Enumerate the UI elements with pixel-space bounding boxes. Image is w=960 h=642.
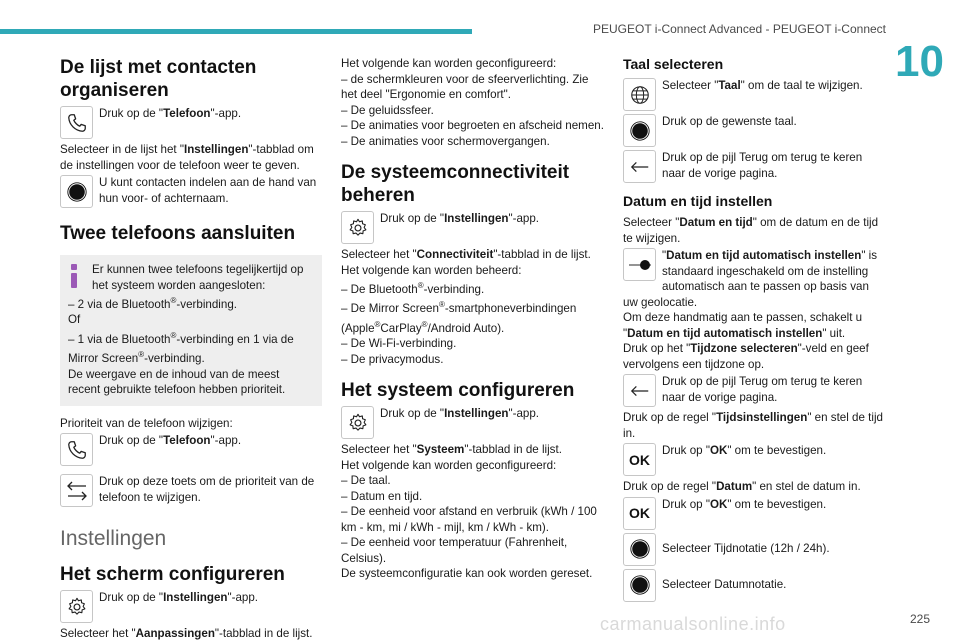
section-title-instellingen: Instellingen <box>60 527 167 551</box>
paragraph: Selecteer het "Aanpassingen"-tabblad in de lijst. <box>60 627 313 641</box>
globe-icon <box>623 78 656 111</box>
list-item: – De eenheid voor afstand en verbruik (kWh / 100 km - km, mi / kWh - mijl, km / kWh - km). <box>341 505 597 534</box>
ok-button-icon: OK <box>623 497 656 530</box>
running-header: PEUGEOT i-Connect Advanced - PEUGEOT i-Connect <box>592 22 886 36</box>
info-box: Er kunnen twee telefoons tegelijkertijd op het systeem worden aangesloten: – 2 via de Bluetooth®-verbinding. Of – 1 via de Bluetooth®-verbinding en 1 via de Mirror Screen®-verbinding. De weergave en de inhoud van de meest recent gebruikte telefoon hebben prioriteit. <box>60 255 322 406</box>
paragraph: Het volgende kan worden geconfigureerd: <box>341 57 557 70</box>
gear-icon <box>341 211 374 244</box>
gear-icon <box>60 590 93 623</box>
paragraph: Het volgende kan worden beheerd: <box>341 263 522 277</box>
step-choose-language: Druk op de gewenste taal. <box>623 114 885 147</box>
list-item: – De animaties voor schermovergangen. <box>341 134 550 148</box>
chapter-number: 10 <box>895 37 944 86</box>
heading-date-time: Datum en tijd instellen <box>623 193 773 209</box>
swap-arrows-icon <box>60 474 93 507</box>
heading-system: Het systeem configureren <box>341 380 575 402</box>
column-right <box>623 56 885 605</box>
list-item: – De Wi-Fi-verbinding. <box>341 337 457 351</box>
toggle-switch-icon <box>623 248 656 281</box>
paragraph: Druk op de regel "Tijdsinstellingen" en stel de tijd in. <box>623 411 883 440</box>
step-time-format: Selecteer Tijdnotatie (12h / 24h). <box>623 533 885 566</box>
list-item: – De privacymodus. <box>341 352 444 366</box>
list-item: – De taal. <box>341 474 391 488</box>
back-arrow-icon <box>623 374 656 407</box>
phone-icon <box>60 106 93 139</box>
info-icon <box>68 262 80 288</box>
heading-language: Taal selecteren <box>623 56 724 72</box>
heading-connectivity: De systeemconnectiviteit beheren <box>341 162 570 206</box>
list-item: – De Bluetooth®-verbinding. <box>341 281 485 296</box>
back-arrow-icon <box>623 150 656 183</box>
paragraph: Selecteer het "Connectiviteit"-tabblad in de lijst. <box>341 248 591 261</box>
heading-two-phones: Twee telefoons aansluiten <box>60 223 296 244</box>
step-phone-app: Druk op de "Telefoon"-app. <box>60 106 322 139</box>
paragraph: Selecteer het "Systeem"-tabblad in de lijst. <box>341 443 562 457</box>
list-item: – De animaties voor begroeten en afscheid nemen. <box>341 119 604 132</box>
radio-button-icon <box>623 533 656 566</box>
step-phone-app-2: Druk op de "Telefoon"-app. <box>60 433 322 466</box>
list-item: – de schermkleuren voor de sfeerverlichting. Zie het deel "Ergonomie en comfort". <box>341 72 589 101</box>
radio-button-icon <box>623 569 656 602</box>
paragraph: Prioriteit van de telefoon wijzigen: <box>60 416 233 430</box>
paragraph: Druk op het "Tijdzone selecteren"-veld en geef vervolgens een tijdzone op. <box>623 342 869 371</box>
ok-button-icon: OK <box>623 443 656 476</box>
step-sort-contacts: U kunt contacten indelen aan de hand van hun voor- of achternaam. <box>60 175 322 208</box>
radio-button-icon <box>623 114 656 147</box>
step-back: Druk op de pijl Terug om terug te keren naar de vorige pagina. <box>623 150 885 183</box>
step-settings-app: Druk op de "Instellingen"-app. <box>341 211 605 244</box>
step-auto-toggle: "Datum en tijd automatisch instellen" is standaard ingeschakeld om de instelling automatisch aan te passen op basis van uw geolocatie. <box>623 249 878 309</box>
step-ok-time: OK Druk op "OK" om te bevestigen. <box>623 443 885 476</box>
step-ok-date: OK Druk op "OK" om te bevestigen. <box>623 497 885 530</box>
header-accent-bar <box>0 29 472 34</box>
step-select-language: Selecteer "Taal" om de taal te wijzigen. <box>623 78 885 111</box>
paragraph: Selecteer "Datum en tijd" om de datum en de tijd te wijzigen. <box>623 216 879 245</box>
phone-icon <box>60 433 93 466</box>
heading-contacts: De lijst met contacten organiseren <box>60 57 257 101</box>
list-item: – De eenheid voor temperatuur (Fahrenheit, Celsius). <box>341 536 568 565</box>
paragraph: Selecteer in de lijst het "Instellingen"-tabblad om de instellingen voor de telefoon weer te geven. <box>60 143 314 172</box>
watermark-text: carmanualsonline.info <box>600 614 786 634</box>
paragraph: Om deze handmatig aan te passen, schakelt u <box>623 311 863 324</box>
gear-icon <box>341 406 374 439</box>
step-swap-priority: Druk op deze toets om de prioriteit van de telefoon te wijzigen. <box>60 474 322 507</box>
paragraph: Druk op de regel "Datum" en stel de datum in. <box>623 480 861 493</box>
page-number: 225 <box>909 612 930 626</box>
list-item: – De geluidssfeer. <box>341 103 434 117</box>
step-settings-app-2: Druk op de "Instellingen"-app. <box>341 406 605 439</box>
list-item: – De Mirror Screen®-smartphoneverbindingen (Apple®CarPlay®/Android Auto). <box>341 300 577 335</box>
column-middle <box>341 56 605 582</box>
list-item: – Datum en tijd. <box>341 489 423 503</box>
heading-screen: Het scherm configureren <box>60 564 285 586</box>
paragraph: Het volgende kan worden geconfigureerd: <box>341 458 557 472</box>
paragraph: "Datum en tijd automatisch instellen" uit. <box>623 326 846 340</box>
step-date-format: Selecteer Datumnotatie. <box>623 569 885 602</box>
column-left <box>60 56 322 642</box>
radio-button-icon <box>60 175 93 208</box>
paragraph: De systeemconfiguratie kan ook worden gereset. <box>341 567 593 581</box>
step-settings-app: Druk op de "Instellingen"-app. <box>60 590 322 623</box>
step-back-2: Druk op de pijl Terug om terug te keren naar de vorige pagina. <box>623 374 885 407</box>
